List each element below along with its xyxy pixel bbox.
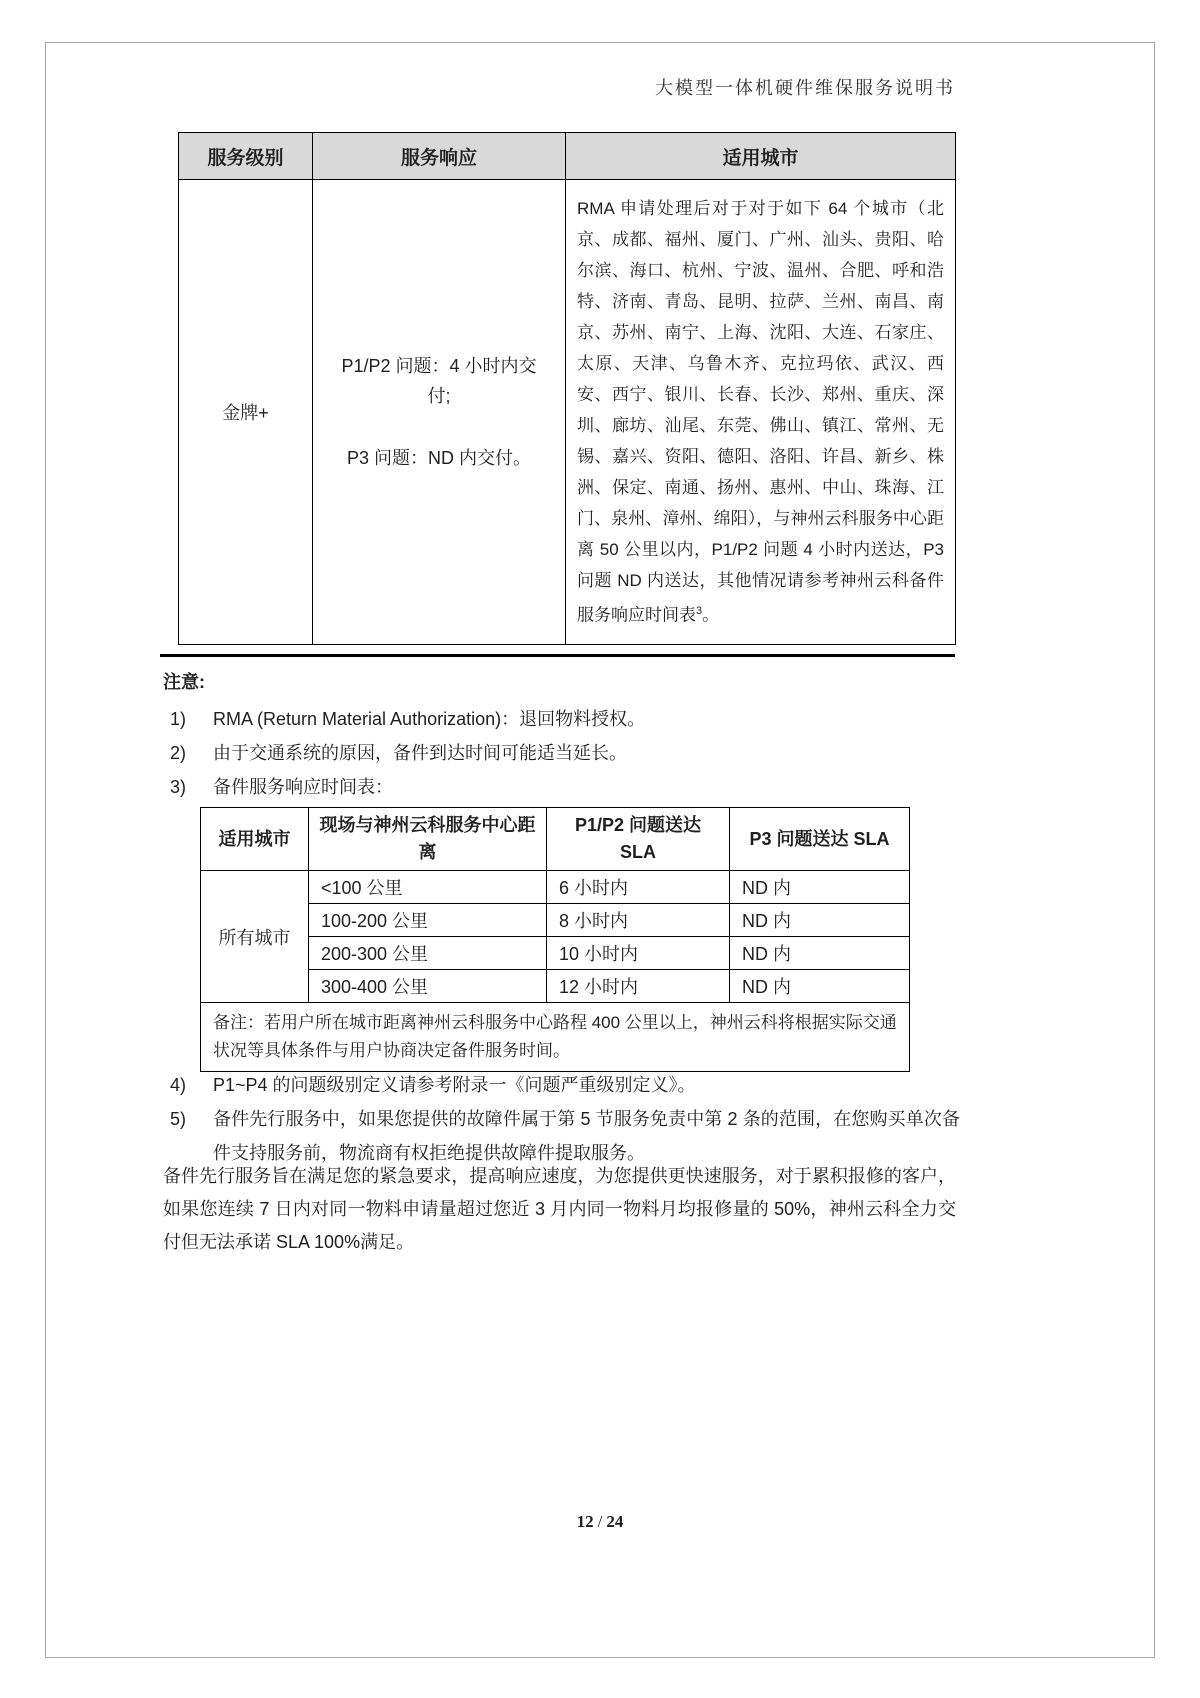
service-table-row (179, 180, 956, 645)
distance-cell: 200-300 公里 (309, 937, 547, 970)
response-line-p1p2: P1/P2 问题：4 小时内交付; (341, 355, 537, 406)
page-footer (0, 1512, 1200, 1532)
distance-cell: 100-200 公里 (309, 904, 547, 937)
header-cell-service-response: 服务响应 (313, 133, 566, 180)
note-number: 4) (170, 1075, 187, 1095)
note-item-3 (170, 770, 960, 804)
notes-list-upper (170, 702, 960, 804)
service-response-cell (313, 180, 566, 645)
header-cell-service-level: 服务级别 (179, 133, 313, 180)
cities-text: RMA 申请处理后对于对于如下 64 个城市（北京、成都、福州、厦门、广州、汕头、贵阳、哈尔滨、海口、杭州、宁波、温州、合肥、呼和浩特、济南、青岛、昆明、拉萨、兰州、南昌、南京、苏州、南宁、上海、沈阳、大连、石家庄、太原、天津、乌鲁木齐、克拉玛依、武汉、西安、西宁、银川、长春、长沙、郑州、重庆、深圳、廊坊、汕尾、东莞、佛山、镇江、常州、无锡、嘉兴、资阳、德阳、洛阳、许昌、新乡、株洲、保定、南通、扬州、惠州、中山、珠海、江门、泉州、漳州、绵阳），与神州云科服务中心距离 50 公里以内，P1/P2 问题 4 小时内送达，P3 问题 ND 内送达，其他情况请参考神州云科备件服务响应时间表 (577, 199, 944, 625)
p1p2-sla-cell: 12 小时内 (547, 970, 730, 1003)
p1p2-sla-cell: 8 小时内 (547, 904, 730, 937)
note-item-4 (170, 1068, 960, 1102)
service-level-table (178, 132, 956, 645)
page-number-current: 12 (576, 1512, 594, 1531)
remark-cell: 备注：若用户所在城市距离神州云科服务中心路程 400 公里以上，神州云科将根据实际交通状况等具体条件与用户协商决定备件服务时间。 (201, 1003, 910, 1072)
note-text: RMA (Return Material Authorization)：退回物料授权。 (213, 709, 646, 729)
note-item-2 (170, 736, 960, 770)
header-cell-distance: 现场与神州云科服务中心距离 (309, 808, 547, 871)
note-number: 5) (170, 1109, 187, 1129)
note-text: 由于交通系统的原因，备件到达时间可能适当延长。 (213, 743, 627, 763)
footnote-marker: 3 (696, 605, 703, 617)
header-cell-applicable-cities: 适用城市 (566, 133, 956, 180)
header-cell-p1p2-sla: P1/P2 问题送达 SLA (547, 808, 730, 871)
response-line-p3: P3 问题：ND 内交付。 (346, 447, 532, 468)
sla-table-row (201, 871, 910, 904)
note-number: 2) (170, 743, 187, 763)
service-table-header-row (179, 133, 956, 180)
document-header-title: 大模型一体机硬件维保服务说明书 (655, 78, 955, 98)
header-cell-city: 适用城市 (201, 808, 309, 871)
service-level-value: 金牌+ (179, 180, 313, 645)
sla-response-table (200, 807, 910, 1072)
page-number-total: 24 (606, 1512, 624, 1531)
city-group-cell: 所有城市 (201, 871, 309, 1003)
page-number-separator: / (597, 1512, 603, 1531)
p1p2-sla-cell: 10 小时内 (547, 937, 730, 970)
notice-heading: 注意: (163, 672, 205, 692)
note-number: 3) (170, 777, 187, 797)
note-text: 备件服务响应时间表： (213, 777, 393, 797)
closing-paragraph: 备件先行服务旨在满足您的紧急要求，提高响应速度，为您提供更快速服务，对于累积报修的客户，如果您连续 7 日内对同一物料申请量超过您近 3 月内同一物料月均报修量的 50%，神州云科全力交付但无法承诺 SLA 100%满足。 (163, 1166, 956, 1252)
p3-sla-cell: ND 内 (730, 970, 910, 1003)
p3-sla-cell: ND 内 (730, 904, 910, 937)
p3-sla-cell: ND 内 (730, 871, 910, 904)
distance-cell: <100 公里 (309, 871, 547, 904)
note-item-1 (170, 702, 960, 736)
notes-list-lower (170, 1068, 960, 1170)
applicable-cities-cell (566, 180, 956, 645)
cities-text-suffix: 。 (702, 605, 720, 625)
distance-cell: 300-400 公里 (309, 970, 547, 1003)
section-divider-rule (160, 654, 955, 657)
note-text: 备件先行服务中，如果您提供的故障件属于第 5 节服务免责中第 2 条的范围，在您购买单次备件支持服务前，物流商有权拒绝提供故障件提取服务。 (213, 1109, 960, 1163)
note-number: 1) (170, 709, 187, 729)
p3-sla-cell: ND 内 (730, 937, 910, 970)
sla-table-header-row (201, 808, 910, 871)
p1p2-sla-cell: 6 小时内 (547, 871, 730, 904)
note-text: P1~P4 的问题级别定义请参考附录一《问题严重级别定义》。 (213, 1075, 696, 1095)
sla-table-remark-row (201, 1003, 910, 1072)
header-cell-p3-sla: P3 问题送达 SLA (730, 808, 910, 871)
